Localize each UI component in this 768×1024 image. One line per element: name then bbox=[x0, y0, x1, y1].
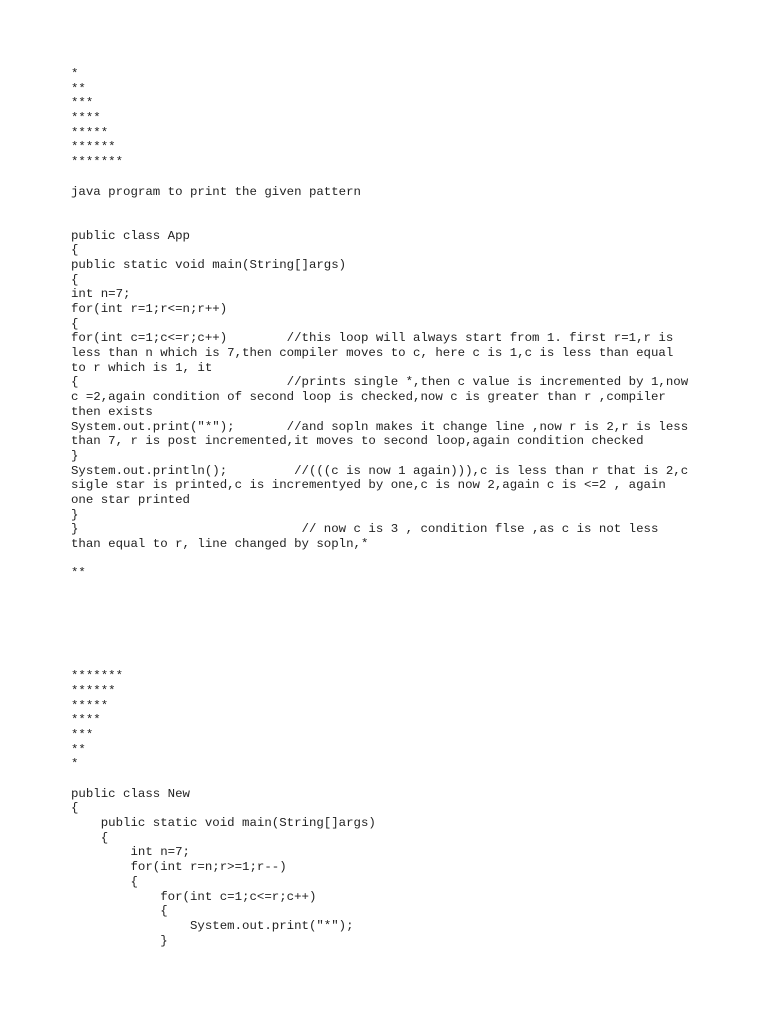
text-line: less than n which is 7,then compiler moves to c, here c is 1,c is less than equal bbox=[71, 346, 674, 361]
text-line: * bbox=[71, 757, 79, 772]
text-line: { bbox=[71, 243, 79, 258]
text-line: System.out.print("*"); //and sopln makes it change line ,now r is 2,r is less bbox=[71, 419, 689, 434]
text-line: ****** bbox=[71, 683, 116, 698]
text-line: ** bbox=[71, 566, 86, 581]
text-line: { bbox=[71, 316, 79, 331]
text-line: public class New bbox=[71, 786, 190, 801]
text-line bbox=[71, 655, 731, 670]
text-line: for(int c=1;c<=r;c++) bbox=[71, 889, 317, 904]
text-line: for(int r=n;r>=1;r--) bbox=[71, 860, 287, 875]
text-line: for(int c=1;c<=r;c++) //this loop will always start from 1. first r=1,r is bbox=[71, 331, 674, 346]
text-line: { bbox=[71, 904, 168, 919]
text-line: one star printed bbox=[71, 492, 190, 507]
text-line: * bbox=[71, 67, 79, 81]
text-line: ***** bbox=[71, 698, 109, 713]
text-line: } bbox=[71, 448, 79, 463]
text-line: ****** bbox=[71, 140, 116, 155]
text-line: sigle star is printed,c is incrementyed by one,c is now 2,again c is <=2 , again bbox=[71, 478, 666, 493]
text-line bbox=[71, 625, 731, 640]
text-line: ** bbox=[71, 742, 86, 757]
text-line: } bbox=[71, 507, 79, 522]
text-line bbox=[71, 199, 731, 214]
text-line: { bbox=[71, 801, 79, 816]
text-line: ***** bbox=[71, 125, 109, 140]
text-line: System.out.println(); //(((c is now 1 again))),c is less than r that is 2,c bbox=[71, 463, 689, 478]
text-line: } bbox=[71, 933, 168, 948]
text-line: ******* bbox=[71, 669, 124, 684]
text-line: then exists bbox=[71, 404, 153, 419]
text-line: to r which is 1, it bbox=[71, 360, 213, 375]
text-line: than 7, r is post incremented,it moves to second loop,again condition checked bbox=[71, 434, 644, 449]
text-line: public class App bbox=[71, 228, 190, 243]
text-line: *** bbox=[71, 96, 94, 111]
text-line bbox=[71, 596, 731, 611]
text-line: **** bbox=[71, 111, 101, 126]
text-line: *** bbox=[71, 727, 94, 742]
text-line: java program to print the given pattern bbox=[71, 184, 361, 199]
text-line: public static void main(String[]args) bbox=[71, 257, 347, 272]
document-page bbox=[71, 67, 731, 948]
text-line: { bbox=[71, 830, 109, 845]
text-line: than equal to r, line changed by sopln,* bbox=[71, 537, 369, 551]
text-line: **** bbox=[71, 713, 101, 728]
text-line bbox=[71, 772, 731, 787]
text-line: ** bbox=[71, 81, 86, 96]
text-line: System.out.print("*"); bbox=[71, 918, 354, 933]
text-line: { bbox=[71, 874, 138, 889]
text-line: for(int r=1;r<=n;r++) bbox=[71, 302, 228, 316]
text-line bbox=[71, 581, 731, 596]
text-line bbox=[71, 640, 731, 655]
text-line: public static void main(String[]args) bbox=[71, 816, 376, 831]
text-line bbox=[71, 610, 731, 625]
text-line bbox=[71, 214, 731, 229]
text-line: c =2,again condition of second loop is checked,now c is greater than r ,compiler bbox=[71, 390, 666, 405]
text-line: } // now c is 3 , condition flse ,as c is not less bbox=[71, 522, 659, 537]
text-line bbox=[71, 552, 731, 567]
text-line: int n=7; bbox=[71, 845, 190, 860]
text-line: { //prints single *,then c value is incremented by 1,now bbox=[71, 375, 689, 390]
text-line: int n=7; bbox=[71, 287, 131, 302]
text-line bbox=[71, 170, 731, 185]
text-line: ******* bbox=[71, 155, 124, 170]
text-line: { bbox=[71, 272, 79, 287]
